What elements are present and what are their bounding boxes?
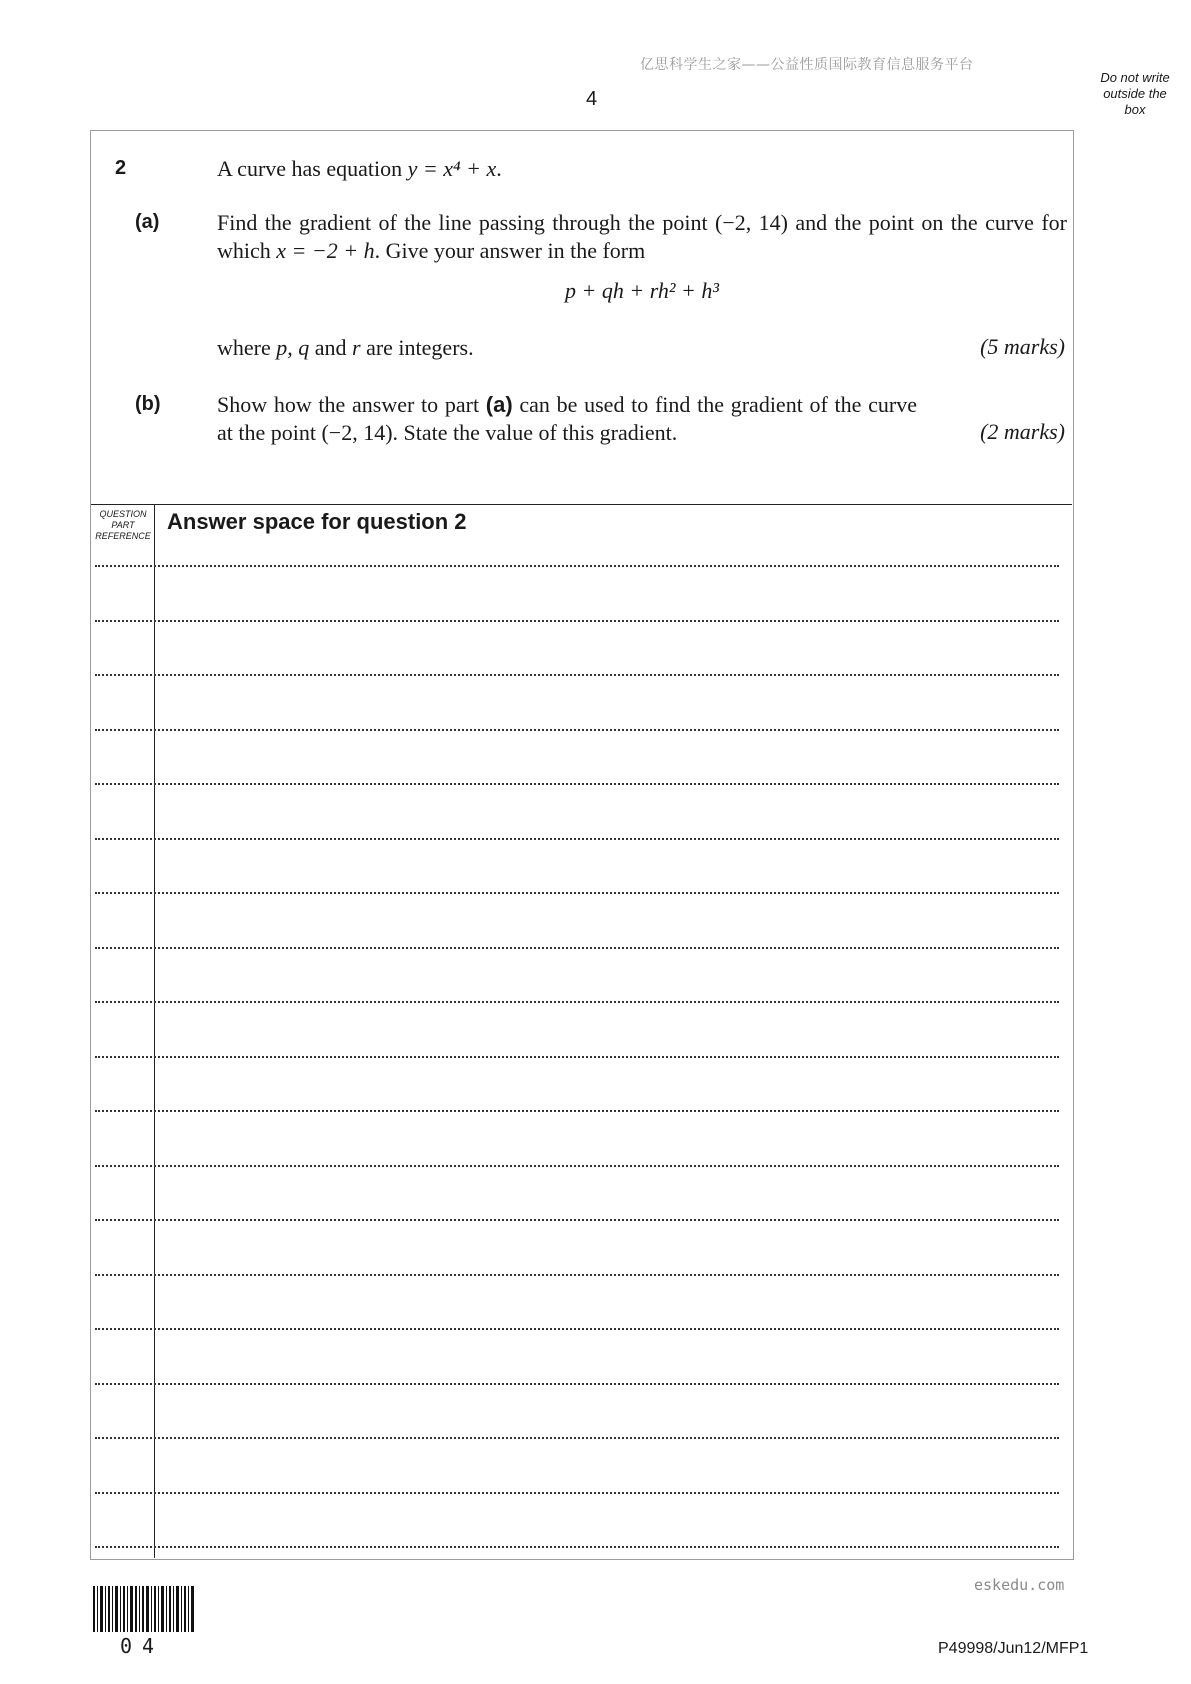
margin-note-line: box [1124,102,1146,117]
answer-line[interactable] [95,1328,1059,1330]
answer-line[interactable] [95,620,1059,622]
part-b-marks: (2 marks) [980,419,1065,444]
answer-line[interactable] [95,1219,1059,1221]
reference-label-line: PART [111,520,135,530]
where-comma: , [287,335,299,360]
answer-line[interactable] [95,947,1059,949]
answer-area[interactable] [91,504,1072,1558]
answer-line[interactable] [95,1110,1059,1112]
answer-line[interactable] [95,1546,1059,1548]
part-b-label: (b) [135,393,161,415]
reference-label-line: QUESTION [99,509,147,519]
part-a-text [217,209,1067,265]
answer-line[interactable] [95,1165,1059,1167]
question-stem [217,155,1067,183]
question-box [90,130,1074,1560]
margin-note-line: outside the [1103,86,1167,101]
where-text-1: where [217,335,277,360]
margin-note-line: Do not write [1100,70,1170,85]
answer-line[interactable] [95,783,1059,785]
part-a-text-2: . Give your answer in the form [374,238,646,263]
answer-line[interactable] [95,1001,1059,1003]
reference-label-line: REFERENCE [95,531,151,541]
part-a-formula: p + qh + rh² + h³ [565,278,719,303]
paper-code: P49998/Jun12/MFP1 [938,1640,1089,1657]
question-part-reference-column [91,505,155,1558]
answer-line[interactable] [95,1437,1059,1439]
page-number: 4 [586,88,598,110]
stem-equation: y = x⁴ + x [407,156,497,181]
answer-line[interactable] [95,892,1059,894]
site-watermark: eskedu.com [974,1576,1065,1594]
answer-line[interactable] [95,565,1059,567]
answer-line[interactable] [95,674,1059,676]
watermark-text: 亿思科学生之家——公益性质国际教育信息服务平台 [640,57,974,73]
var-r: r [352,335,361,360]
answer-line[interactable] [95,729,1059,731]
part-b-text-1: Show how the answer to part [217,392,486,417]
margin-note [1090,70,1180,118]
answer-line[interactable] [95,838,1059,840]
var-p: p [276,335,288,360]
where-and: and [309,335,353,360]
where-text-2: are integers. [360,335,474,360]
stem-end: . [496,156,502,181]
part-a-text-1: Find the gradient of the line passing through the point (−2, 14) and the point on the curve for which [217,210,1067,263]
barcode-number: 04 [120,1634,165,1658]
part-b-text-2: can be used to find the gradient of the curve at the point (−2, 14). State the value of this gradient. [217,392,918,445]
part-b-bold-ref: (a) [485,392,513,417]
answer-line[interactable] [95,1383,1059,1385]
part-a-label: (a) [135,211,160,233]
part-a-equation: x = −2 + h [276,238,375,263]
answer-line[interactable] [95,1274,1059,1276]
part-b-text [217,391,917,447]
answer-line[interactable] [95,1056,1059,1058]
answer-line[interactable] [95,1492,1059,1494]
part-a-where [217,334,1067,362]
answer-space-title: Answer space for question 2 [167,509,467,534]
barcode-icon [93,1586,195,1632]
question-number: 2 [115,157,127,179]
var-q: q [298,335,310,360]
stem-text: A curve has equation [217,156,408,181]
part-a-marks: (5 marks) [980,334,1065,359]
reference-label [91,509,155,542]
